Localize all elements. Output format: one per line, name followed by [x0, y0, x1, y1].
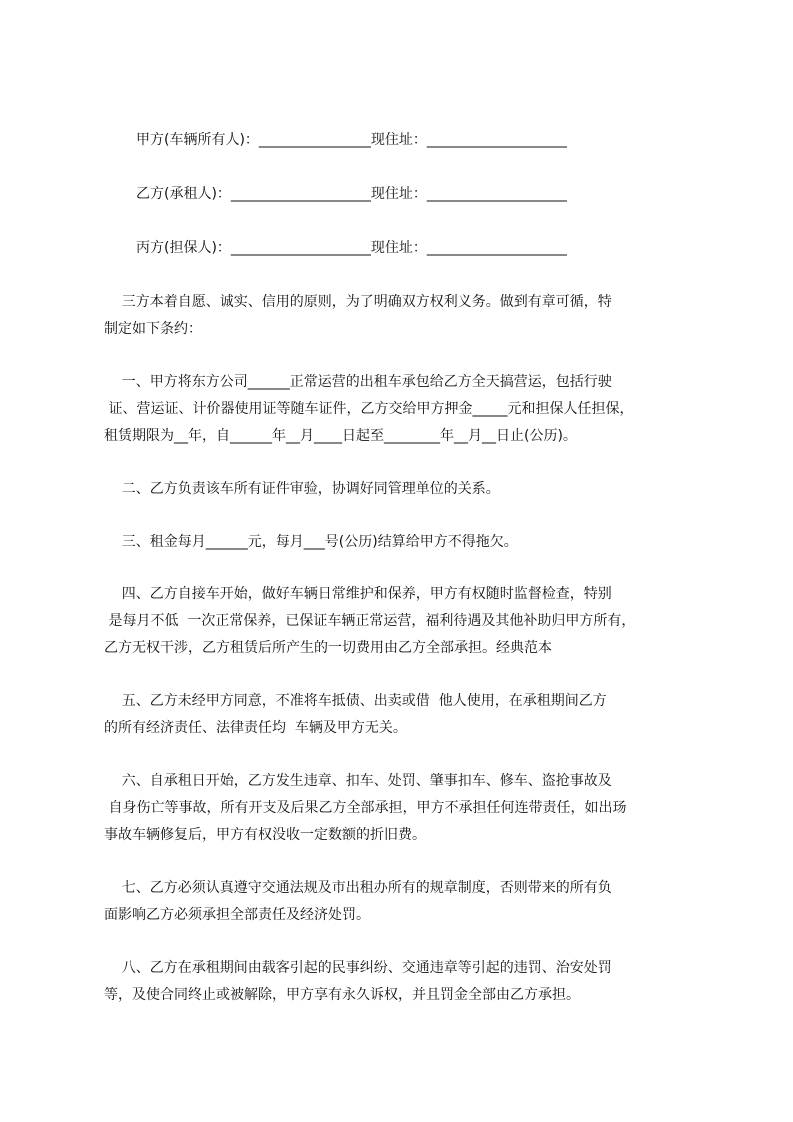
clause-7-line-2: 面影响乙方必须承担全部责任及经济处罚。 [104, 907, 370, 923]
clause-6-line-1: 六、自承租日开始，乙方发生违章、扣车、处罚、肇事扣车、修车、盗抢事故及 [104, 773, 612, 789]
clause-5-line-1: 五、乙方未经甲方同意，不准将车抵债、出卖或借 他人使用，在承租期间乙方 [104, 693, 607, 709]
clause-3-line-1: 三、租金每月______元，每月___号(公历)结算给甲方不得拖欠。 [104, 534, 518, 550]
party-b-line: 乙方(承租人)：____________________现住址：____________________ [136, 186, 567, 202]
clause-1-line-1: 一、甲方将东方公司______正常运营的出租车承包给乙方全天搞营运，包括行驶 [104, 374, 612, 390]
party-a-line: 甲方(车辆所有人)：________________现住址：____________________ [136, 132, 567, 148]
intro-line-1: 三方本着自愿、诚实、信用的原则，为了明确双方权利义务。做到有章可循，特 [104, 294, 612, 310]
clause-2-line-1: 二、乙方负责该车所有证件审验，协调好同管理单位的关系。 [104, 481, 500, 497]
clause-4-line-1: 四、乙方自接车开始，做好车辆日常维护和保养，甲方有权随时监督检查，特别 [104, 586, 612, 602]
clause-5-line-2: 的所有经济责任、法律责任均 车辆及甲方无关。 [104, 720, 407, 736]
party-c-line: 丙方(担保人)：____________________现住址：____________________ [136, 240, 567, 256]
clause-1-line-3: 租赁期限为__年，自______年__月____日起至________年__月__日止(公历)。 [104, 428, 577, 444]
clause-7-line-1: 七、乙方必须认真遵守交通法规及市出租办所有的规章制度，否则带来的所有负 [104, 880, 612, 896]
intro-line-2: 制定如下条约： [104, 321, 202, 337]
clause-8-line-1: 八、乙方在承租期间由载客引起的民事纠纷、交通违章等引起的违罚、治安处罚 [104, 960, 612, 976]
clause-8-line-2: 等，及使合同终止或被解除，甲方享有永久诉权，并且罚金全部由乙方承担。 [104, 987, 580, 1003]
clause-4-line-2: 是每月不低 一次正常保养，已保证车辆正常运营，福利待遇及其他补助归甲方所有， [104, 613, 636, 629]
clause-6-line-2: 自身伤亡等事故，所有开支及后果乙方全部承担，甲方不承担任何连带责任，如出玚 [104, 800, 627, 816]
clause-6-line-3: 事故车辆修复后，甲方有权没收一定数额的折旧费。 [104, 827, 426, 843]
clause-1-line-2: 证、营运证、计价器使用证等随车证件，乙方交给甲方押金_____元和担保人任担保， [104, 401, 634, 417]
clause-4-line-3: 乙方无权干涉，乙方租赁后所产生的一切费用由乙方全部承担。经典范本 [104, 640, 552, 656]
